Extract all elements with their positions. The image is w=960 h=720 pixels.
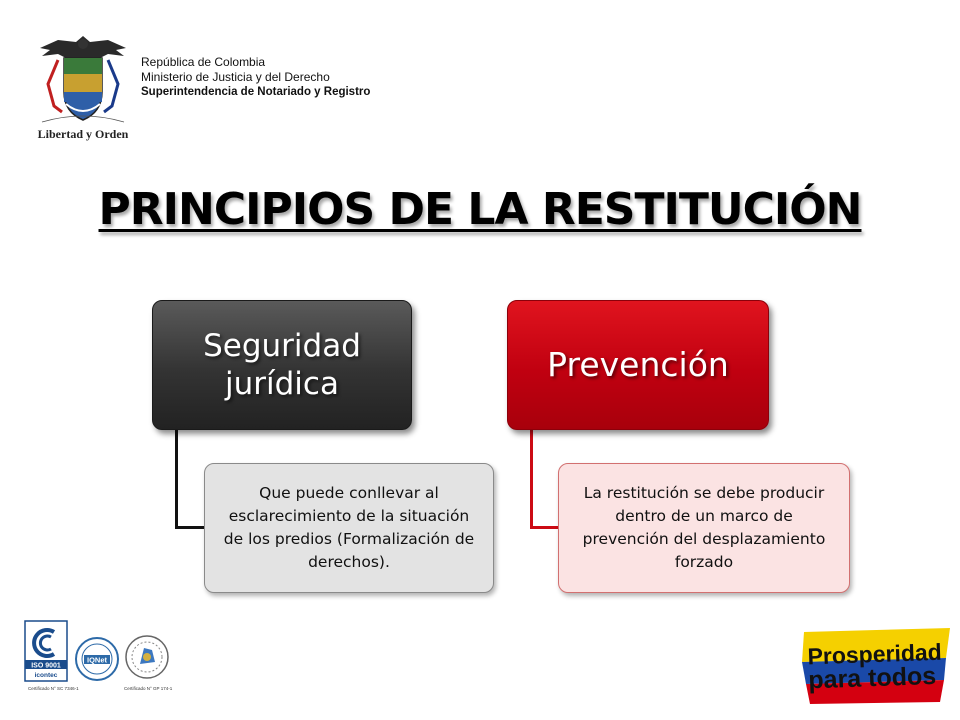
prosperidad-para-todos-logo bbox=[800, 628, 952, 706]
iso-label: ISO 9001 bbox=[31, 662, 61, 670]
principle-heading-line1: Prevención bbox=[547, 345, 729, 384]
description-text: La restitución se debe producir dentro de un marco de prevención del desplazamiento forzado bbox=[582, 484, 826, 571]
iqnet-label: IQNet bbox=[86, 655, 108, 665]
condor-icon bbox=[40, 36, 126, 58]
brand-line2: para todos bbox=[807, 661, 937, 695]
icontec-iso-9001-logo bbox=[24, 620, 68, 682]
country-name: República de Colombia bbox=[141, 55, 266, 69]
organization-header bbox=[141, 55, 370, 100]
brand-line1: Prosperidad bbox=[807, 638, 943, 670]
certificate-number-2: Certificado N° GP 174-1 bbox=[124, 686, 173, 691]
description-text: Que puede conllevar al esclarecimiento de la situación de los predios (Formalización de derechos). bbox=[223, 484, 475, 571]
certificate-number-1: Certificado N° SC 7346-1 bbox=[28, 686, 79, 691]
iqnet-logo bbox=[74, 636, 120, 682]
principle-heading-security bbox=[152, 300, 412, 430]
principle-description-security bbox=[204, 463, 494, 593]
government-seal-logo bbox=[124, 634, 170, 680]
principle-heading-prevention bbox=[507, 300, 769, 430]
principle-description-prevention bbox=[558, 463, 850, 593]
principle-heading-line1: Seguridad bbox=[203, 328, 361, 364]
icontec-label: icontec bbox=[34, 672, 58, 679]
slide-title: PRINCIPIOS DE LA RESTITUCIÓN bbox=[98, 184, 862, 235]
principle-heading-line2: jurídica bbox=[225, 366, 339, 402]
coat-of-arms-logo bbox=[36, 34, 130, 146]
ministry-name: Ministerio de Justicia y del Derecho bbox=[141, 70, 330, 84]
crest-motto: Libertad y Orden bbox=[37, 127, 129, 141]
agency-name: Superintendencia de Notariado y Registro bbox=[141, 86, 371, 98]
